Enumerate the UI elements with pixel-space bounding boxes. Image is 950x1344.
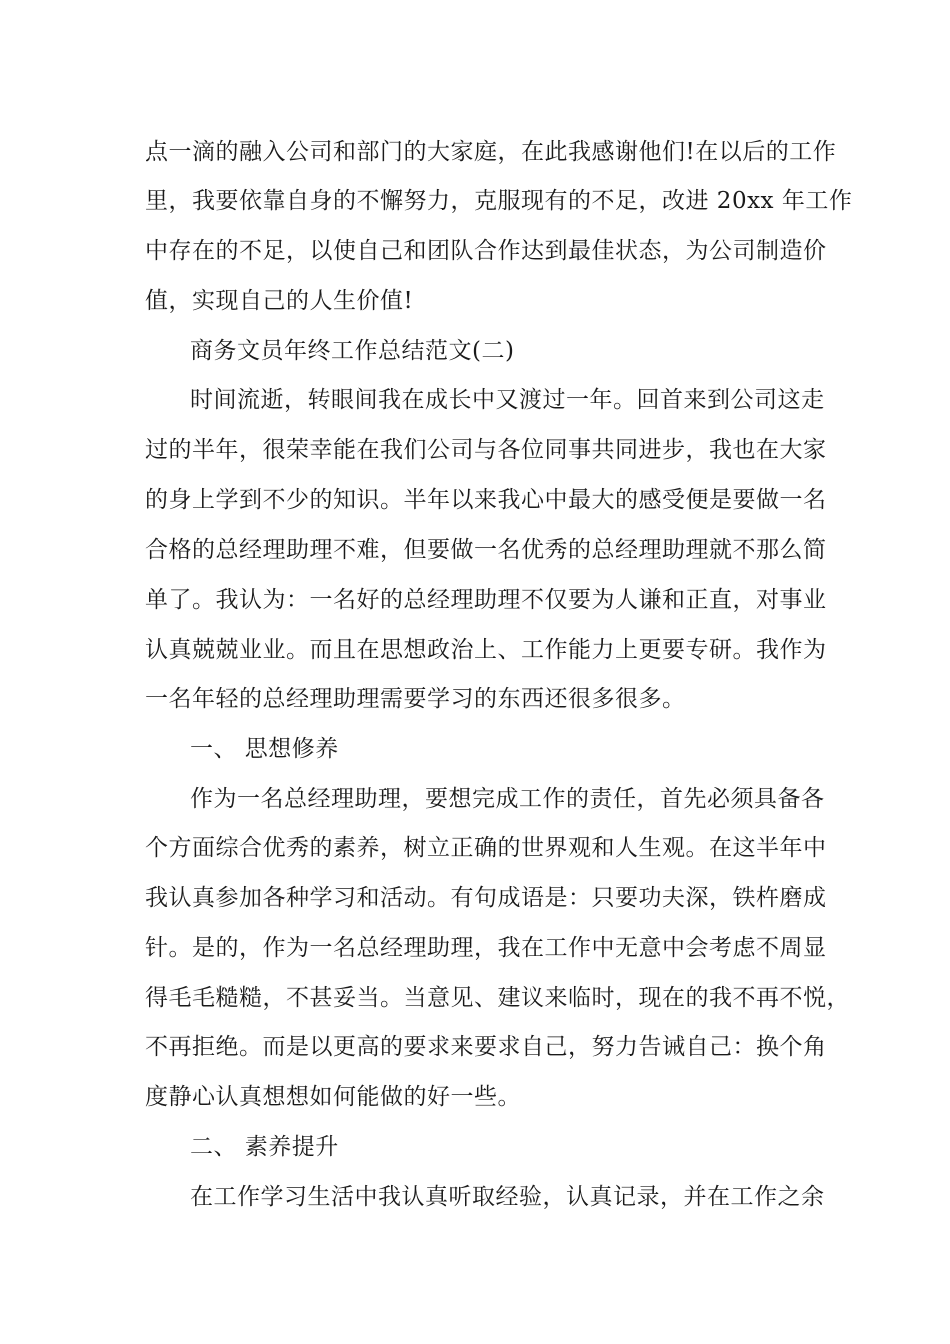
text-line: 得毛毛糙糙，不甚妥当。当意见、建议来临时，现在的我不再不悦，: [145, 985, 850, 1011]
section-heading: 一、 思想修养: [190, 736, 339, 762]
text-line: 认真兢兢业业。而且在思想政治上、工作能力上更要专研。我作为: [145, 637, 827, 663]
text-line: 里，我要依靠自身的不懈努力，克服现有的不足，改进 20xx 年工作: [145, 188, 853, 214]
section-heading: 二、 素养提升: [190, 1134, 339, 1160]
text-line: 点一滴的融入公司和部门的大家庭，在此我感谢他们!在以后的工作: [145, 139, 837, 165]
text-line: 作为一名总经理助理，要想完成工作的责任，首先必须具备各: [190, 786, 825, 812]
text-line: 值，实现自己的人生价值!: [145, 288, 414, 314]
text-line: 合格的总经理助理不难，但要做一名优秀的总经理助理就不那么简: [145, 537, 827, 563]
text-line: 在工作学习生活中我认真听取经验，认真记录，并在工作之余: [190, 1184, 825, 1210]
text-line: 我认真参加各种学习和活动。有句成语是：只要功夫深，铁杵磨成: [145, 885, 827, 911]
text-line: 度静心认真想想如何能做的好一些。: [145, 1084, 521, 1110]
text-line: 一名年轻的总经理助理需要学习的东西还很多很多。: [145, 686, 686, 712]
text-line: 针。是的，作为一名总经理助理，我在工作中无意中会考虑不周显: [145, 935, 827, 961]
text-line: 单了。我认为：一名好的总经理助理不仅要为人谦和正直，对事业: [145, 587, 827, 613]
text-line: 个方面综合优秀的素养，树立正确的世界观和人生观。在这半年中: [145, 835, 827, 861]
section-title: 商务文员年终工作总结范文(二): [190, 338, 515, 364]
text-line: 过的半年，很荣幸能在我们公司与各位同事共同进步，我也在大家: [145, 437, 827, 463]
text-line: 的身上学到不少的知识。半年以来我心中最大的感受便是要做一名: [145, 487, 827, 513]
text-line: 中存在的不足，以使自己和团队合作达到最佳状态，为公司制造价: [145, 238, 827, 264]
text-line: 不再拒绝。而是以更高的要求来要求自己，努力告诫自己：换个角: [145, 1034, 827, 1060]
text-line: 时间流逝，转眼间我在成长中又渡过一年。回首来到公司这走: [190, 387, 825, 413]
